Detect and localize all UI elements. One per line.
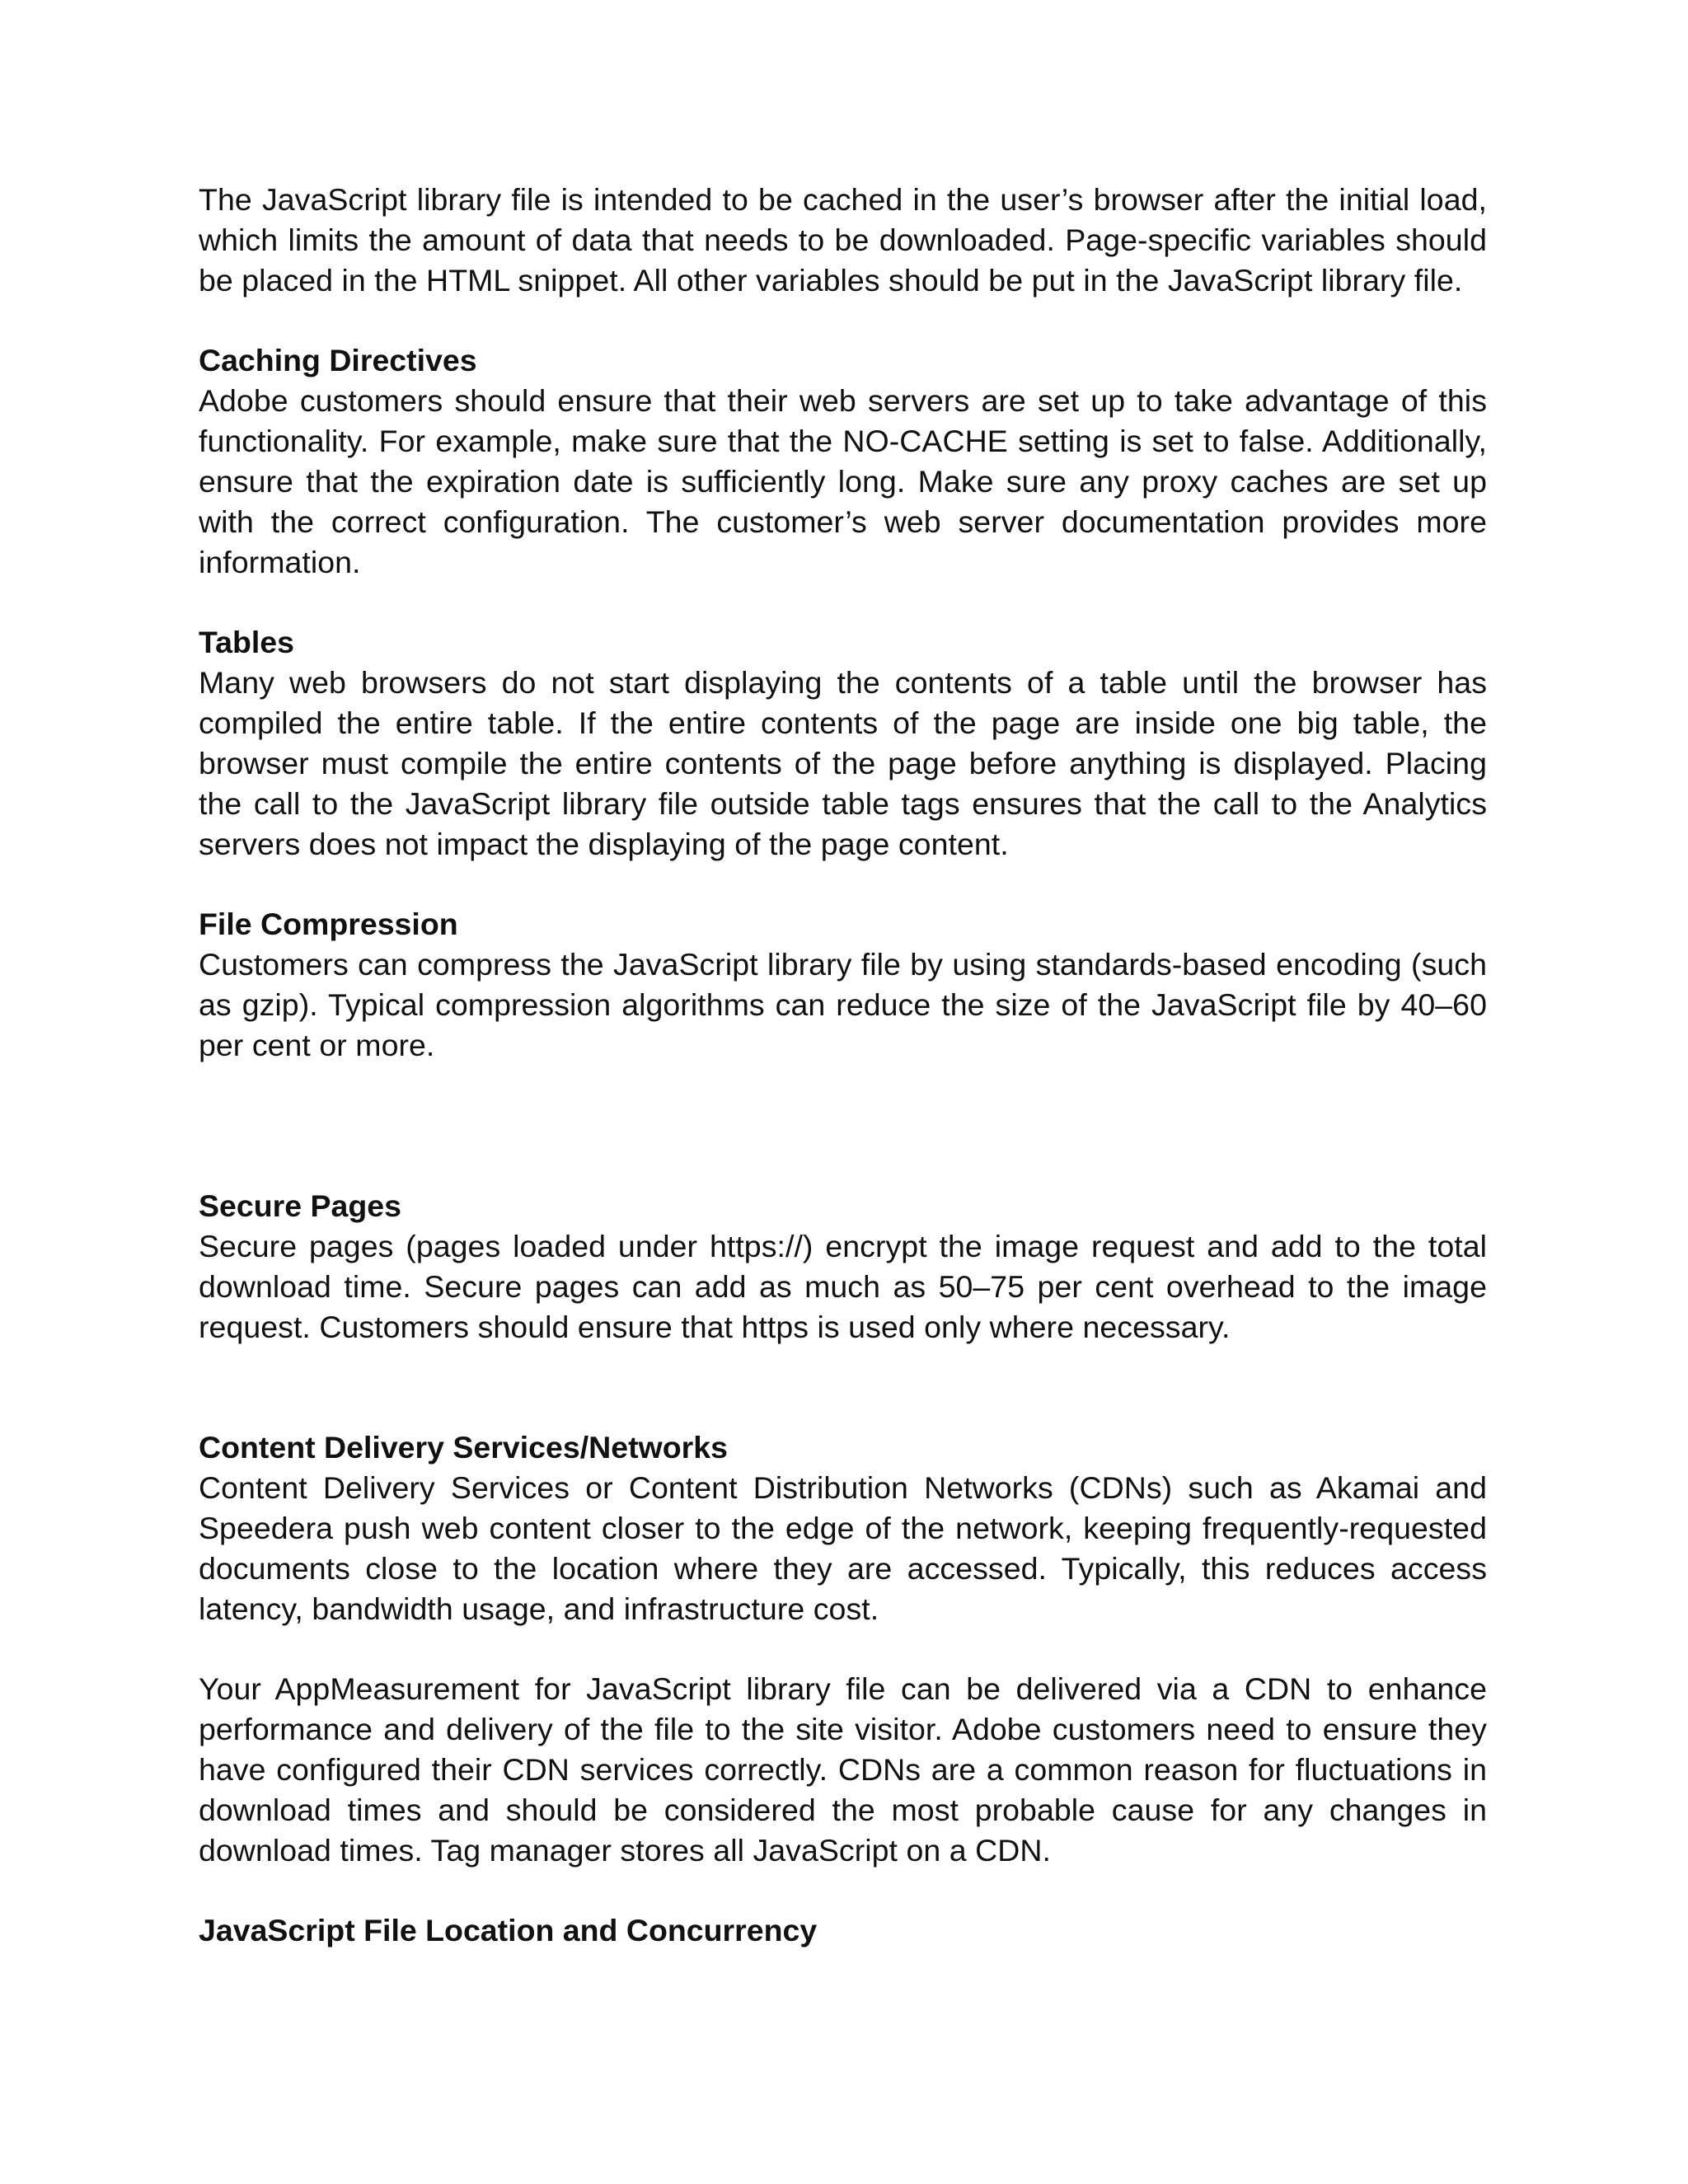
section-paragraph: Adobe customers should ensure that their web servers are set up to take advantage of this functionality. For example, make sure that the NO-CACHE setting is set to false. Additionally, ensure that the expiration date is sufficiently long. Make sure any proxy caches are set up with the correct configuration. The customer’s web server documentation provides more information. [199, 383, 1487, 579]
section-heading-caching-directives: Caching Directives [199, 343, 477, 377]
section-heading-tables: Tables [199, 625, 295, 659]
section-paragraph: Customers can compress the JavaScript library file by using standards-based encoding (such as gzip). Typical compression algorithms can reduce the size of the JavaScript file by 40–60 per cent or more. [199, 947, 1487, 1062]
section-paragraph: Many web browsers do not start displaying the contents of a table until the browser has compiled the entire table. If the entire contents of the page are inside one big table, the browser must compile the entire contents of the page before anything is displayed. Placing the call to the JavaScript library file outside table tags ensures that the call to the Analytics servers does not impact the displaying of the page content. [199, 665, 1487, 861]
section-paragraph: Secure pages (pages loaded under https://) encrypt the image request and add to the total download time. Secure pages can add as much as 50–75 per cent overhead to the image request. Customers should ensure that https is used only where necessary. [199, 1229, 1487, 1344]
section-paragraph: Your AppMeasurement for JavaScript library file can be delivered via a CDN to enhance performance and delivery of the file to the site visitor. Adobe customers need to ensure they have configured their CDN services correctly. CDNs are a common reason for fluctuations in download times and should be considered the most probable cause for any changes in download times. Tag manager stores all JavaScript on a CDN. [199, 1671, 1487, 1868]
intro-paragraph: The JavaScript library file is intended to be cached in the user’s browser after the initial load, which limits the amount of data that needs to be downloaded. Page-specific variables should be placed in the HTML snippet. All other variables should be put in the JavaScript library file. [199, 182, 1487, 298]
section-paragraph: Content Delivery Services or Content Distribution Networks (CDNs) such as Akamai and Speedera push web content closer to the edge of the network, keeping frequently-requested documents close to the location where they are accessed. Typically, this reduces access latency, bandwidth usage, and infrastructure cost. [199, 1470, 1487, 1626]
section-heading-file-compression: File Compression [199, 907, 458, 941]
section-heading-javascript-file-location: JavaScript File Location and Concurrency [199, 1913, 818, 1947]
section-heading-content-delivery: Content Delivery Services/Networks [199, 1430, 728, 1465]
document-page [199, 180, 1487, 1951]
section-heading-secure-pages: Secure Pages [199, 1188, 401, 1223]
